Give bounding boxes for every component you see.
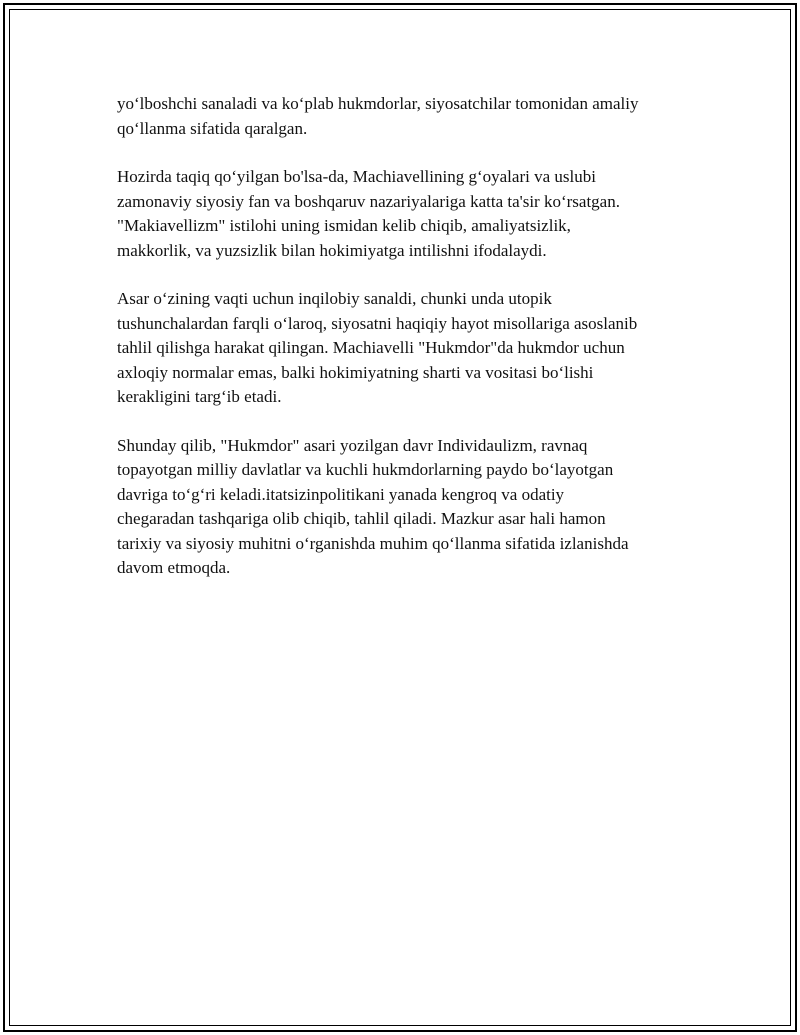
text-line: tushunchalardan farqli o‘laroq, siyosatni haqiqiy hayot misollariga asoslanib (117, 313, 638, 333)
text-line: makkorlik, va yuzsizlik bilan hokimiyatga intilishni ifodalaydi. (117, 240, 547, 260)
document-body (117, 92, 697, 605)
text-line: axloqiy normalar emas, balki hokimiyatning sharti va vositasi bo‘lishi (117, 362, 594, 382)
text-line: tarixiy va siyosiy muhitni o‘rganishda muhim qo‘llanma sifatida izlanishda (117, 533, 629, 553)
text-line: kerakligini targ‘ib etadi. (117, 387, 282, 406)
text-line: Asar o‘zining vaqti uchun inqilobiy sanaldi, chunki unda utopik (117, 289, 552, 308)
text-line: tahlil qilishga harakat qilingan. Machiavelli "Hukmdor"da hukmdor uchun (117, 338, 625, 357)
text-line: davom etmoqda. (117, 558, 231, 577)
paragraph-1 (117, 92, 697, 141)
text-line: qo‘llanma sifatida qaralgan. (117, 118, 308, 138)
text-line: Shunday qilib, "Hukmdor" asari yozilgan davr Individaulizm, ravnaq (117, 435, 588, 455)
paragraph-4 (117, 434, 697, 581)
text-line: "Makiavellizm" istilohi uning ismidan kelib chiqib, amaliyatsizlik, (117, 216, 571, 235)
text-line: Hozirda taqiq qo‘yilgan bo'lsa-da, Machiavellining g‘oyalari va uslubi (117, 167, 596, 186)
text-line: topayotgan milliy davlatlar va kuchli hukmdorlarning paydo bo‘layotgan (117, 460, 614, 479)
paragraph-2 (117, 165, 697, 263)
text-line: zamonaviy siyosiy fan va boshqaruv nazariyalariga katta ta'sir ko‘rsatgan. (117, 191, 620, 211)
paragraph-3 (117, 287, 697, 410)
text-line: davriga to‘g‘ri keladi.itatsizinpolitikani yanada kengroq va odatiy (117, 484, 565, 504)
text-line: yo‘lboshchi sanaladi va ko‘plab hukmdorlar, siyosatchilar tomonidan amaliy (117, 94, 639, 113)
text-line: chegaradan tashqariga olib chiqib, tahlil qiladi. Mazkur asar hali hamon (117, 509, 606, 528)
